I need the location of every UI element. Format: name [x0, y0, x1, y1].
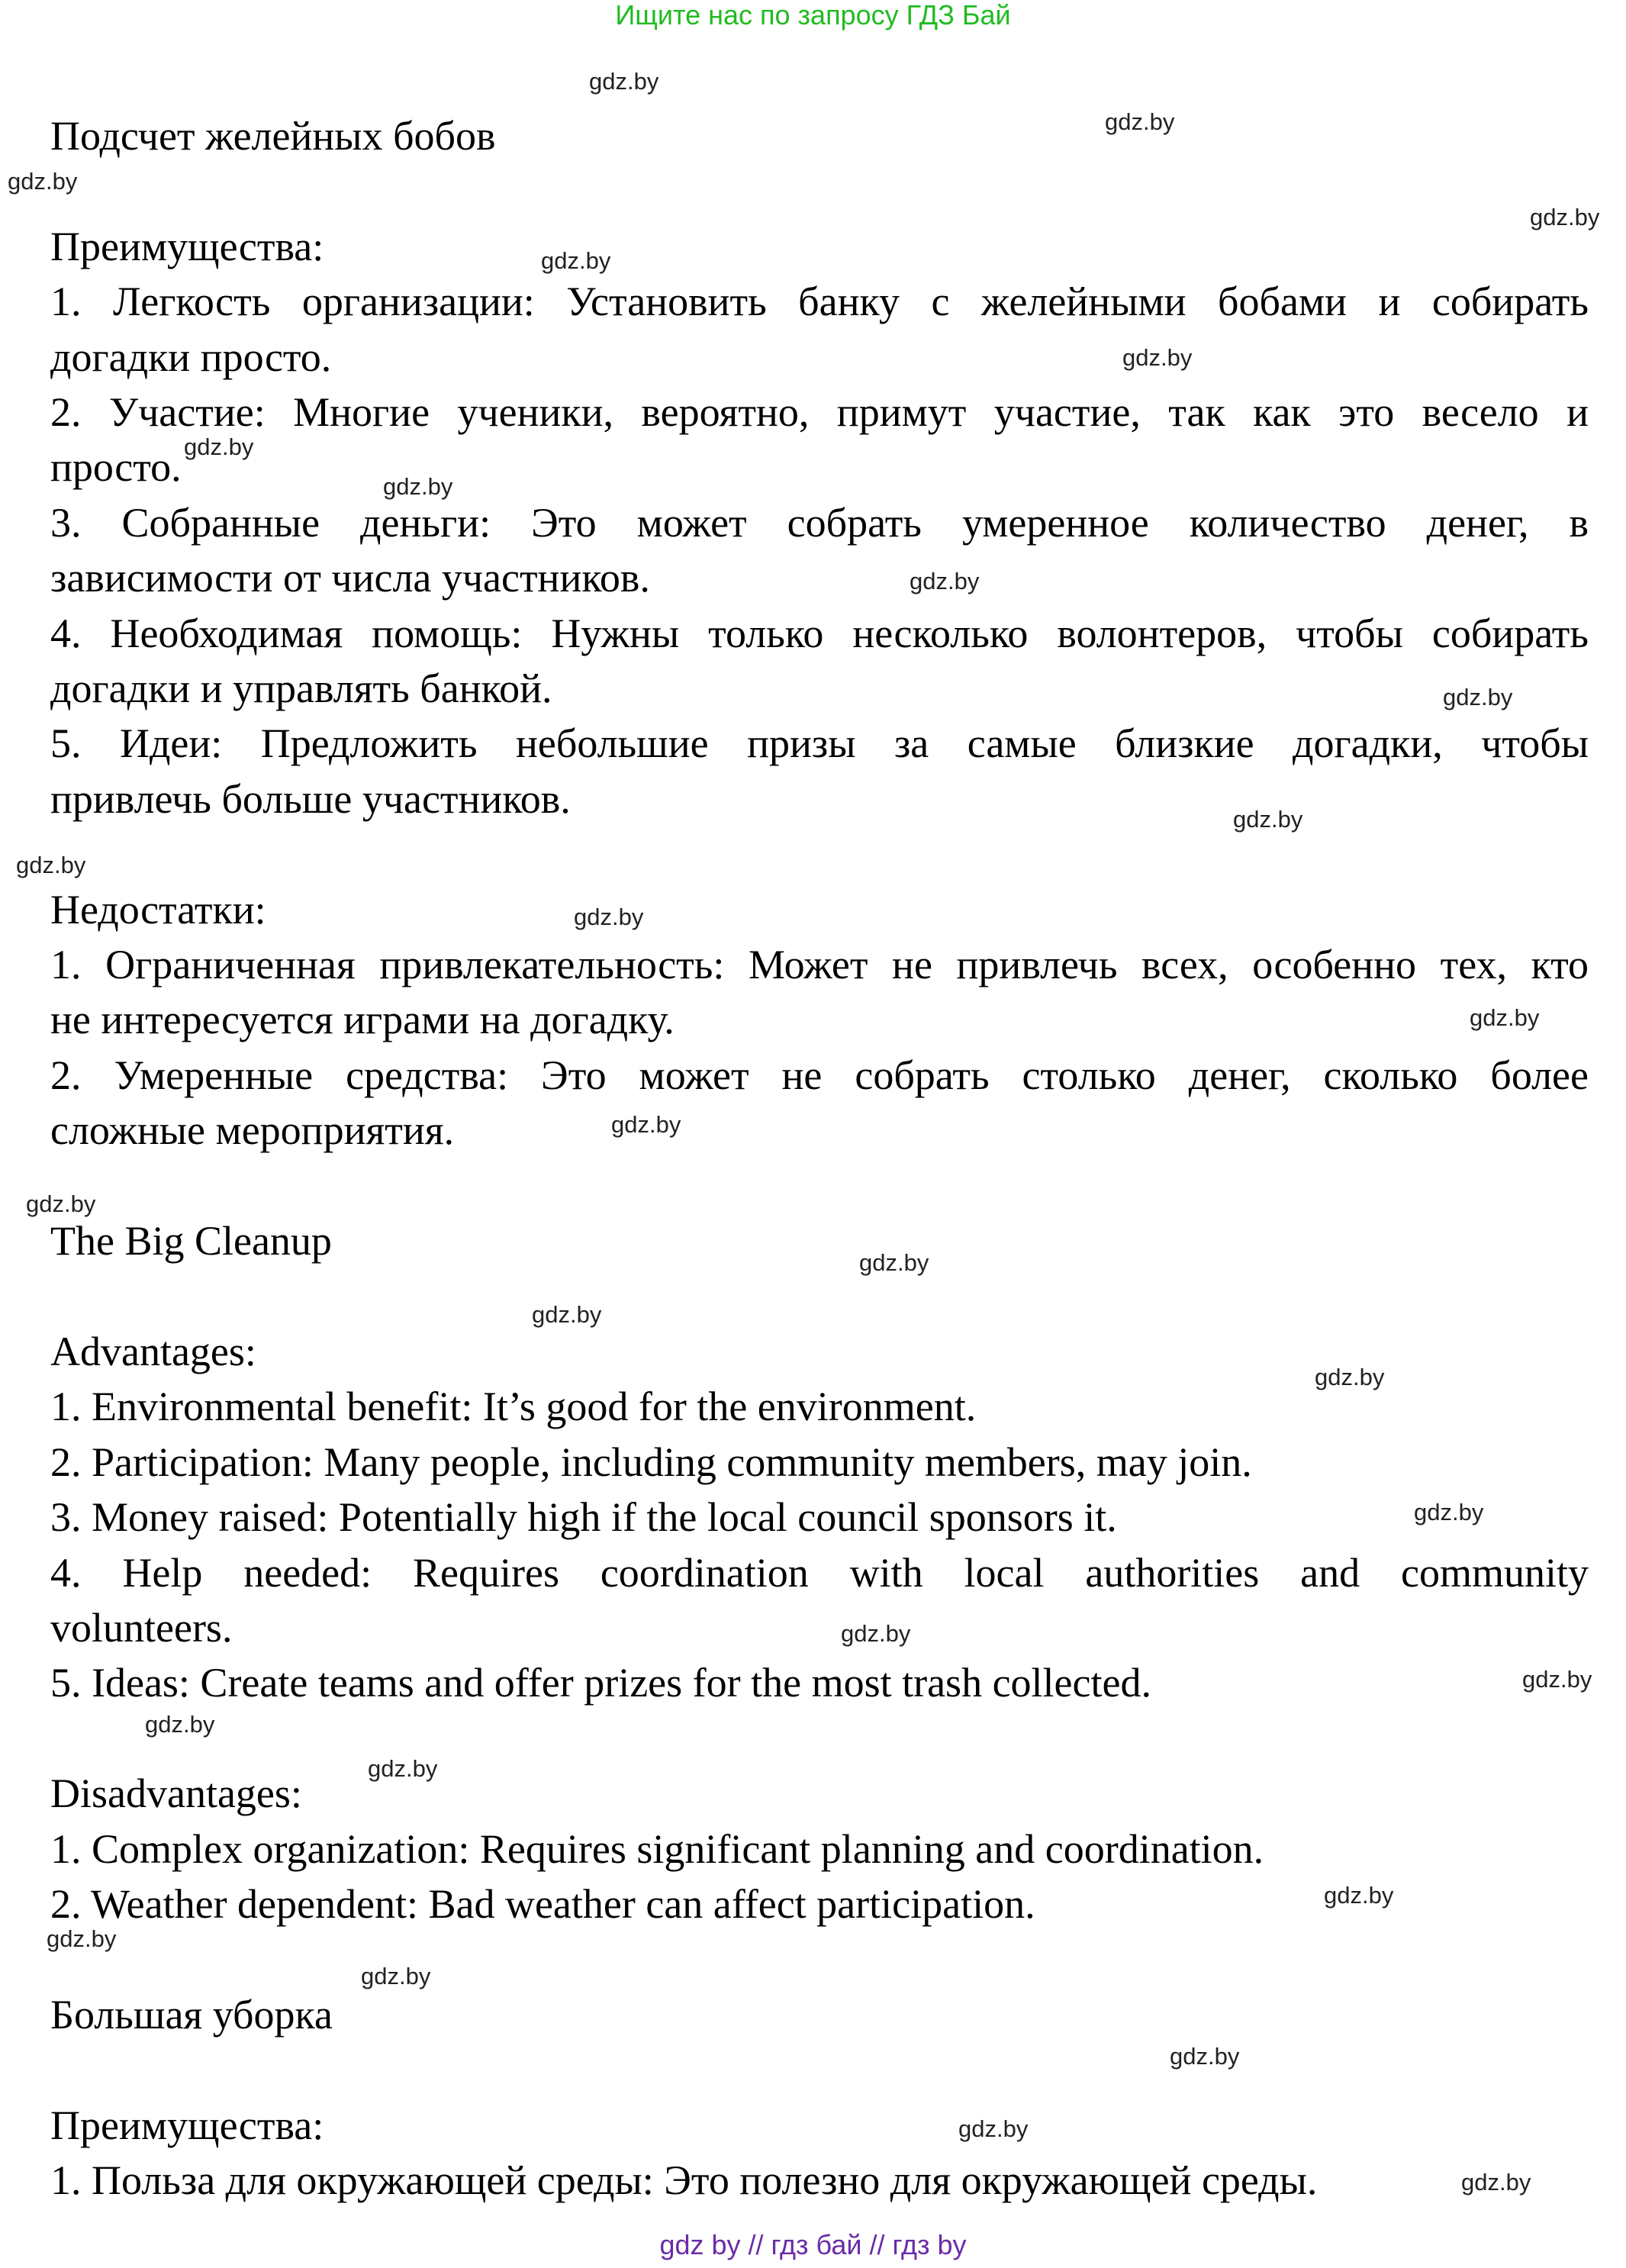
section-title-jelly: Подсчет желейных бобов	[50, 113, 496, 159]
watermark: gdz.by	[1233, 806, 1303, 833]
watermark: gdz.by	[16, 852, 86, 878]
jelly-advantages-heading: Преимущества:	[50, 223, 324, 269]
cleanup-dis-2: 2. Weather dependent: Bad weather can affect participation.	[50, 1880, 1035, 1927]
cleanup-adv-4-line-2: volunteers.	[50, 1604, 233, 1651]
watermark: gdz.by	[1443, 684, 1513, 710]
jelly-disadvantages-heading: Недостатки:	[50, 886, 266, 933]
watermark: gdz.by	[1122, 344, 1193, 371]
watermark: gdz.by	[611, 1111, 681, 1138]
watermark: gdz.by	[910, 568, 980, 594]
jelly-dis-1-line-1: 1. Ограниченная привлекательность: Может не привлечь всех, особенно тех, кто	[50, 942, 1589, 988]
watermark: gdz.by	[1105, 108, 1175, 135]
jelly-dis-1-line-2: не интересуется играми на догадку.	[50, 997, 675, 1043]
jelly-adv-1-line-2: догадки просто.	[50, 333, 332, 380]
watermark: gdz.by	[145, 1711, 215, 1738]
watermark: gdz.by	[1414, 1499, 1484, 1525]
cleanup-disadvantages-heading: Disadvantages:	[50, 1770, 302, 1817]
watermark: gdz.by	[26, 1190, 96, 1217]
watermark: gdz.by	[589, 68, 659, 95]
watermark: gdz.by	[958, 2115, 1029, 2142]
watermark: gdz.by	[361, 1963, 431, 1989]
jelly-adv-3-line-2: зависимости от числа участников.	[50, 555, 650, 601]
watermark: gdz.by	[1324, 1882, 1394, 1909]
jelly-adv-5-line-2: привлечь больше участников.	[50, 775, 571, 822]
watermark: gdz.by	[541, 247, 611, 274]
jelly-dis-2-line-1: 2. Умеренные средства: Это может не собрать столько денег, сколько более	[50, 1052, 1589, 1098]
cleanup-advantages-heading: Advantages:	[50, 1328, 256, 1374]
section-title-big-ru: Большая уборка	[50, 1991, 333, 2038]
big-ru-adv-1: 1. Польза для окружающей среды: Это полезно для окружающей среды.	[50, 2157, 1318, 2203]
jelly-adv-5-line-1: 5. Идеи: Предложить небольшие призы за самые близкие догадки, чтобы	[50, 720, 1589, 767]
watermark: gdz.by	[47, 1925, 117, 1952]
watermark: gdz.by	[368, 1755, 438, 1782]
jelly-adv-4-line-1: 4. Необходимая помощь: Нужны только несколько волонтеров, чтобы собирать	[50, 610, 1589, 656]
top-banner: Ищите нас по запросу ГДЗ Бай	[615, 0, 1011, 31]
watermark: gdz.by	[184, 433, 254, 460]
cleanup-adv-2: 2. Participation: Many people, including community members, may join.	[50, 1438, 1252, 1485]
big-ru-advantages-heading: Преимущества:	[50, 2102, 324, 2148]
cleanup-adv-4-line-1: 4. Help needed: Requires coordination with local authorities and community	[50, 1549, 1589, 1596]
watermark: gdz.by	[1470, 1004, 1540, 1031]
jelly-adv-2-line-1: 2. Участие: Многие ученики, вероятно, примут участие, так как это весело и	[50, 389, 1589, 436]
footer-links: gdz by // гдз бай // гдз by	[659, 2229, 967, 2260]
watermark: gdz.by	[532, 1301, 602, 1328]
cleanup-adv-3: 3. Money raised: Potentially high if the local council sponsors it.	[50, 1494, 1117, 1541]
watermark: gdz.by	[1315, 1364, 1385, 1390]
jelly-adv-3-line-1: 3. Собранные деньги: Это может собрать умеренное количество денег, в	[50, 499, 1589, 546]
watermark: gdz.by	[1530, 204, 1600, 230]
jelly-adv-4-line-2: догадки и управлять банкой.	[50, 665, 552, 712]
jelly-dis-2-line-2: сложные мероприятия.	[50, 1107, 455, 1154]
cleanup-adv-1: 1. Environmental benefit: It’s good for the environment.	[50, 1384, 977, 1430]
cleanup-dis-1: 1. Complex organization: Requires significant planning and coordination.	[50, 1825, 1264, 1872]
jelly-adv-2-line-2: просто.	[50, 444, 182, 491]
section-title-cleanup: The Big Cleanup	[50, 1218, 332, 1264]
watermark: gdz.by	[1461, 2169, 1531, 2196]
watermark: gdz.by	[383, 473, 453, 500]
watermark: gdz.by	[1170, 2043, 1240, 2070]
watermark: gdz.by	[574, 904, 644, 930]
watermark: gdz.by	[841, 1620, 911, 1647]
cleanup-adv-5: 5. Ideas: Create teams and offer prizes for the most trash collected.	[50, 1660, 1151, 1706]
jelly-adv-1-line-1: 1. Легкость организации: Установить банку с желейными бобами и собирать	[50, 279, 1589, 325]
watermark: gdz.by	[859, 1249, 929, 1276]
watermark: gdz.by	[8, 168, 78, 195]
watermark: gdz.by	[1522, 1666, 1592, 1693]
